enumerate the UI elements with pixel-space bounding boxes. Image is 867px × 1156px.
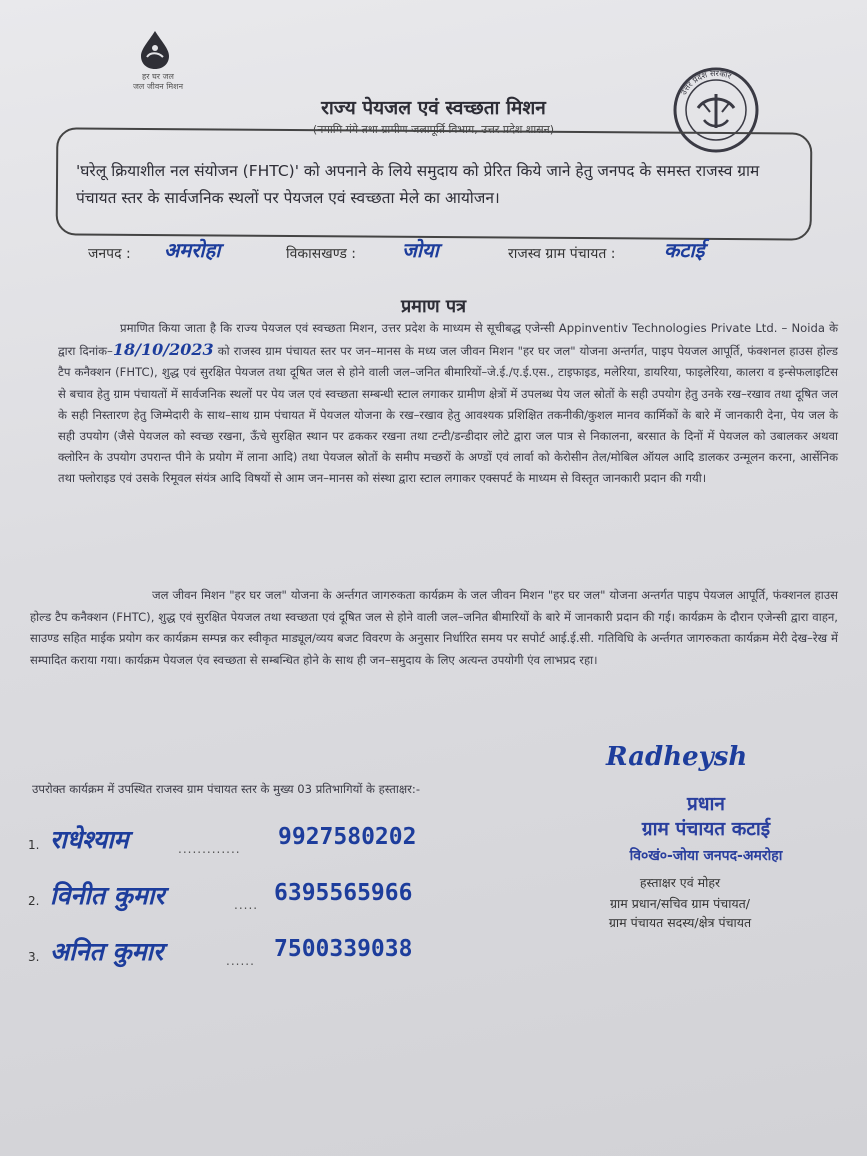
participant-name: अनित कुमार: [50, 937, 164, 966]
pradhan-signature: Radheysh: [606, 742, 748, 772]
panchayat-label: राजस्व ग्राम पंचायत :: [508, 246, 616, 262]
location-fields: [88, 238, 808, 268]
participant-name: राधेश्याम: [50, 825, 129, 854]
certificate-paragraph-1: [58, 318, 838, 490]
signature-seal-label: हस्ताक्षर एवं मोहर: [639, 875, 721, 890]
svg-text:उत्तर प्रदेश सरकार: [679, 69, 733, 97]
block-label: विकासखण्ड :: [286, 246, 357, 262]
signatory-role-line-2: ग्राम पंचायत सदस्य/क्षेत्र पंचायत: [608, 915, 752, 930]
event-date: 18/10/2023: [112, 340, 214, 360]
logo-caption-line1: हर घर जल: [142, 72, 174, 81]
logo-caption-line2: जल जीवन मिशन: [132, 82, 184, 91]
district-label: जनपद :: [88, 246, 131, 262]
participant-phone: 9927580202: [278, 824, 417, 850]
dotted-line: ......: [226, 954, 255, 968]
page-subtitle: (नमामि गंगे तथा ग्रामीण जलापूर्ति विभाग, उत्तर प्रदेश शासन): [312, 123, 555, 136]
participant-row: [28, 934, 488, 974]
stamp-line-3: वि०खं०-जोया जनपद-अमरोहा: [629, 848, 783, 864]
page-title: राज्य पेयजल एवं स्वच्छता मिशन: [321, 97, 546, 119]
participant-phone: 6395565966: [274, 880, 413, 906]
block-value: जोया: [402, 238, 439, 262]
participant-row: [28, 878, 488, 918]
panchayat-value: कटाई: [664, 238, 705, 262]
participant-name: विनीत कुमार: [50, 881, 165, 910]
participant-number: 2.: [28, 894, 40, 908]
paragraph-1-rest: को राजस्व ग्राम पंचायत स्तर पर जन–मानस के मध्य जल जीवन मिशन "हर घर जल" योजना अन्तर्गत, पाइप पेयजल आपूर्ति, फंक्शनल हाउस होल्ड टैप कनैक्शन (FHTC), शुद्ध एवं सुरक्षित पेयजल तथा दूषित जल से होने वाली जल–जनित बीमारियों–जे.ई./ए.ई.एस., टाइफाइड, मलेरिया, डायरिया, फाइलेरिया, कालरा व इन्सेफलाइटिस से बचाव हेतु ग्राम पंचायतों में सार्वजनिक स्थलों पर पेय जल एवं स्वच्छता सम्बन्धी स्टाल लगाकर ग्रामीण क्षेत्रों में उपलब्ध पेय जल स्रोतों के सही उपयोग हेतु उनके रख–रखाव तथा दूषित जल के सही निस्तारण हेतु जिम्मेदारी के साथ–साथ ग्राम पंचायत में पेयजल योजना के रख–रखाव हेतु आवश्यक प्रशिक्षित तकनीकी/कुशल मानव कार्मिकों के बारे में जानकारी देना, पेय जल के सही उपयोग (जैसे पेयजल को स्वच्छ रखना, ऊँचे सुरक्षित स्थान पर ढककर रखना तथा टन्टी/डन्डीदार लोटे द्वारा जल पात्र से निकालना, बरसात के दिनों में पेयजल को उबालकर अथवा क्लोरिन के उपयोग उपरान्त पीने के प्रयोग में लाना आदि) तथा पेयजल स्रोतों के समीप मच्छरों के अण्डों एवं लार्वा को केरोसीन तेल/मोबिल ऑयल आदि डालकर उन्मूलन करना, आर्सेनिक तथा फ्लोराइड एवं उसके रिमूवल संयंत्र आदि विषयों से आम जन–मानस को संस्था द्वारा स्टाल लगाकर एक्सपर्ट के माध्यम से विस्तृत जानकारी प्रदान की गयी।: [58, 344, 838, 486]
participant-number: 3.: [28, 950, 40, 964]
banner-text: 'घरेलू क्रियाशील नल संयोजन (FHTC)' को अपनाने के लिये समुदाय को प्रेरित किये जाने हेतु जनपद के समस्त राजस्व ग्राम पंचायत स्तर के सार्वजनिक स्थलों पर पेयजल एवं स्वच्छता मेले का आयोजन।: [76, 162, 760, 207]
participant-number: 1.: [28, 838, 40, 852]
participant-row: [28, 822, 488, 862]
dotted-line: .............: [178, 842, 241, 856]
stamp-line-2: ग्राम पंचायत कटाई: [641, 818, 771, 840]
district-value: अमरोहा: [164, 238, 221, 262]
participants-intro: उपरोक्त कार्यक्रम में उपस्थित राजस्व ग्राम पंचायत स्तर के मुख्य 03 प्रतिभागियों के हस्ताक्षर:-: [32, 782, 421, 796]
participant-phone: 7500339038: [274, 936, 413, 962]
certificate-paragraph-2: जल जीवन मिशन "हर घर जल" योजना के अर्न्तगत जागरुकता कार्यक्रम के जल जीवन मिशन "हर घर जल" योजना अन्तर्गत पाइप पेयजल आपूर्ति, फंक्शनल हाउस होल्ड टैप कनैक्शन (FHTC), शुद्ध एवं सुरक्षित पेयजल तथा स्वच्छता एवं दूषित जल से होने वाली जल–जनित बीमारियों के बारे में जानकारी प्रदान की गई। कार्यक्रम के दौरान एजेन्सी द्वारा वाहन, साउण्ड सहित माईक प्रयोग कर कार्यक्रम सम्पन्न कर स्वीकृत माड्यूल/व्यय बजट विवरण के अनुसार निर्धारित समय पर सपोर्ट आई.ई.सी. गतिविधि के अर्न्तगत जागरुकता कार्यक्रम मेरी देख–रेख में सम्पादित कराया गया। कार्यक्रम पेयजल एंव स्वच्छता से सम्बन्धित होने के साथ ही जन–समुदाय के लिए अत्यन्त उपयोगी एंव लाभप्रद रहा।: [30, 588, 838, 667]
dotted-line: .....: [234, 898, 259, 912]
signatory-role-line-1: ग्राम प्रधान/सचिव ग्राम पंचायत/: [609, 896, 751, 911]
seal-text: उत्तर प्रदेश सरकार: [679, 68, 733, 97]
certificate-heading: प्रमाण पत्र: [400, 296, 467, 317]
water-drop-icon: [138, 30, 172, 70]
stamp-line-1: प्रधान: [687, 793, 725, 815]
paragraph-1-start: प्रमाणित किया जाता है कि राज्य पेयजल एवं स्वच्छता मिशन, उत्तर प्रदेश के माध्यम से सूचीबद्ध एजेन्सी Appinventiv Technologies Private Ltd. – Noida के द्वारा दिनांक–: [58, 321, 838, 359]
